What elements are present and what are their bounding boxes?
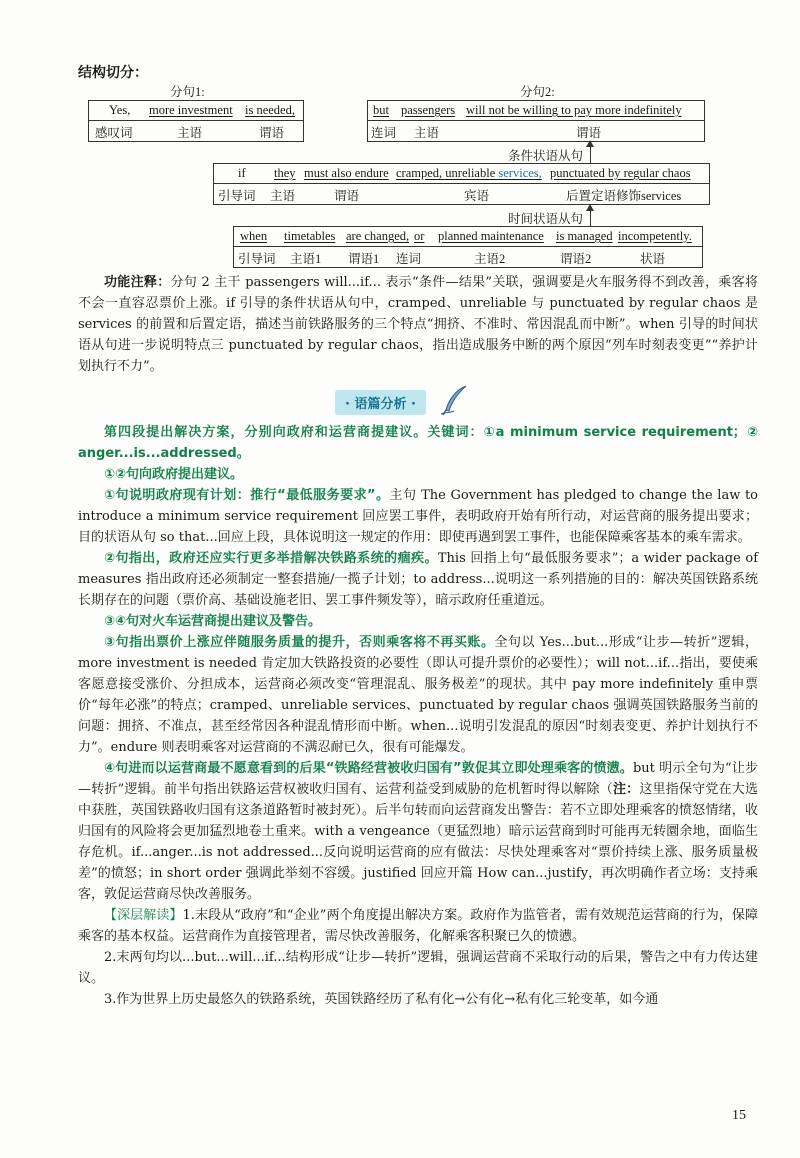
word-conjunction: but	[373, 103, 389, 117]
tag: 主语	[270, 189, 296, 203]
analysis-body	[78, 422, 758, 1010]
deep-reading-1: 1.末段从“政府”和“企业”两个角度提出解决方案。政府作为监管者，需有效规范运营商的行为，保障乘客的基本权益。运营商作为直接管理者，需尽快改善服务，化解乘客积聚已久的愤懑。	[78, 908, 758, 944]
conditional-clause-label: 条件状语从句	[508, 149, 584, 163]
sentence-4-point: ④句进而以运营商最不愿意看到的后果“铁路经营被收归国有”敦促其立即处理乘客的愤懑。	[104, 761, 633, 776]
clause1-label: 分句1:	[170, 85, 205, 99]
deep-reading-3: 3.作为世界上历史最悠久的铁路系统，英国铁路经历了私有化→公有化→私有化三轮变革，如今通	[104, 992, 659, 1007]
arrow-up-icon	[590, 210, 591, 226]
clause2-box	[367, 100, 705, 142]
time-clause-box	[233, 226, 703, 268]
tag: 主语	[414, 126, 440, 140]
discourse-analysis-badge: · 语篇分析 ·	[335, 390, 426, 415]
word-subject: passengers	[401, 103, 456, 117]
tag: 状语	[640, 252, 666, 266]
word-subject2: planned maintenance	[438, 229, 544, 243]
tag: 谓语1	[348, 252, 380, 266]
tag: 后置定语修饰services	[566, 189, 682, 203]
sentence-2-point: ②句指出，政府还应实行更多举措解决铁路系统的痼疾。	[104, 551, 438, 566]
sentence-3-point: ③句指出票价上涨应伴随服务质量的提升，否则乘客将不再买账。	[104, 635, 495, 650]
word-postmodifier: punctuated by regular chaos	[550, 166, 691, 180]
word-or: or	[414, 229, 425, 243]
tag: 谓语	[334, 189, 360, 203]
word-subject: more investment	[149, 103, 233, 117]
sentence-1-body: 主句 The Government has pledged to change the law to introduce a minimum service requirement 回应罢工事件，表明政府开始有所行动，对运营商的服务提出要求；目的状语从句 so that...回应上段，具体说明这一规定的作用：即使再遇到罢工事件，也能保障乘客基本的乘车需求。	[78, 488, 758, 545]
tag: 引导词	[238, 252, 276, 266]
tag: 连词	[371, 126, 397, 140]
tag: 主语	[177, 126, 203, 140]
deep-reading-2: 2.末两句均以...but...will...if...结构形成“让步—转折”逻辑，强调运营商不采取行动的后果，警告之中有力传达建议。	[78, 950, 758, 986]
clause1-box	[88, 100, 304, 142]
word-yes: Yes,	[109, 103, 131, 117]
word-subject1: timetables	[284, 229, 336, 243]
word-object-a: cramped, unreliable	[396, 166, 499, 180]
word-if: if	[238, 166, 246, 180]
quill-pen-icon	[440, 384, 468, 416]
sentence-3-body: 全句以 Yes...but...形成“让步—转折”逻辑，more investment is needed 肯定加大铁路投资的必要性（即认可提升票价的必要性）；will not...if...指出，要使乘客愿意接受涨价、分担成本，运营商必须改变“管理混乱、服务极差”的现状。其中 pay more indefinitely 重申票价“每年必涨”的特点；cramped、unreliable services、punctuated by regular chaos 强调英国铁路服务当前的问题：拥挤、不准点，甚至经常因各种混乱情形而中断。when...说明引发混乱的原因“时刻表变更、养护计划执行不力”。endure 则表明乘客对运营商的不满忍耐已久，很有可能爆发。	[78, 635, 758, 755]
sentence-4-body-a: but 明示全句为“让步—转折”逻辑。前半句指出铁路运营权被收归国有、运营利益受到威胁的危机暂时得以解除（	[78, 761, 758, 797]
word-predicate2: is managed	[556, 229, 613, 243]
sentence-4-body-b: 这里指保守党在大选中获胜，英国铁路收归国有这条道路暂时被封死）。后半句转而向运营商发出警告：若不立即处理乘客的愤怒情绪，收归国有的风险将会更加猛烈地卷土重来。with a vengeance（更猛烈地）暗示运营商到时可能再无转圜余地，面临生存危机。if...anger...is not addressed...反向说明运营商的应有做法：尽快处理乘客对“票价持续上涨、服务质量极差”的愤怒；in short order 强调此举刻不容缓。justified 回应开篇 How can...justify，再次明确作者立场：支持乘客，敦促运营商尽快改善服务。	[78, 782, 758, 902]
deep-reading-title: 【深层解读】	[104, 908, 183, 923]
function-note-title: 功能注释：	[104, 275, 171, 290]
tag: 谓语	[259, 126, 285, 140]
page-number: 15	[732, 1108, 746, 1123]
time-clause-label: 时间状语从句	[508, 212, 584, 226]
conditional-clause-box	[213, 163, 710, 205]
tag: 连词	[396, 252, 422, 266]
word-when: when	[240, 229, 268, 243]
keyword-line: 第四段提出解决方案，分别向政府和运营商提建议。关键词：①a minimum service requirement；② anger...is...addressed。	[78, 425, 758, 461]
tag: 引导词	[218, 189, 256, 203]
sentence-12-summary: ①②句向政府提出建议。	[104, 467, 244, 482]
tag: 谓语2	[560, 252, 592, 266]
tag: 主语2	[474, 252, 506, 266]
function-note	[78, 272, 758, 377]
function-note-body: 分句 2 主干 passengers will...if... 表示“条件—结果”关联，强调要是火车服务得不到改善，乘客将不会一直容忍票价上涨。if 引导的条件状语从句中，cramped、unreliable 与 punctuated by regular chaos 是 services 的前置和后置定语，描述当前铁路服务的三个特点“拥挤、不准时、常因混乱而中断”。when 引导的时间状语从句进一步说明特点三 punctuated by regular chaos，指出造成服务中断的两个原因“列车时刻表变更”“养护计划执行不力”。	[78, 275, 758, 374]
tag: 宾语	[464, 189, 490, 203]
word-predicate: must also endure	[304, 166, 389, 180]
discourse-analysis-header	[335, 390, 426, 414]
sentence-2-body: This 回指上句“最低服务要求”；a wider package of measures 指出政府还必须制定一整套措施/一揽子计划；to address...说明这一系列措施的目的：解决英国铁路系统长期存在的问题（票价高、基础设施老旧、罢工事件频发等），暗示政府任重道远。	[78, 551, 759, 608]
sentence-1-point: ①句说明政府现有计划：推行“最低服务要求”。	[104, 488, 390, 503]
word-object	[396, 166, 542, 181]
sentence-34-summary: ③④句对火车运营商提出建议及警告。	[104, 614, 322, 629]
word-adverbial: incompetently.	[618, 229, 692, 243]
word-object-b: services,	[498, 166, 542, 180]
tag: 谓语	[576, 126, 602, 140]
tag: 主语1	[290, 252, 322, 266]
word-predicate: will not be willing to pay more indefinitely	[466, 103, 682, 117]
word-subject: they	[274, 166, 296, 180]
structure-heading: 结构切分：	[78, 65, 148, 81]
arrow-up-icon	[590, 146, 591, 164]
tag: 感叹词	[95, 126, 133, 140]
note-label: 注：	[612, 782, 640, 797]
word-predicate: is needed,	[245, 103, 295, 117]
word-predicate1: are changed,	[346, 229, 410, 243]
clause2-label: 分句2:	[520, 85, 555, 99]
